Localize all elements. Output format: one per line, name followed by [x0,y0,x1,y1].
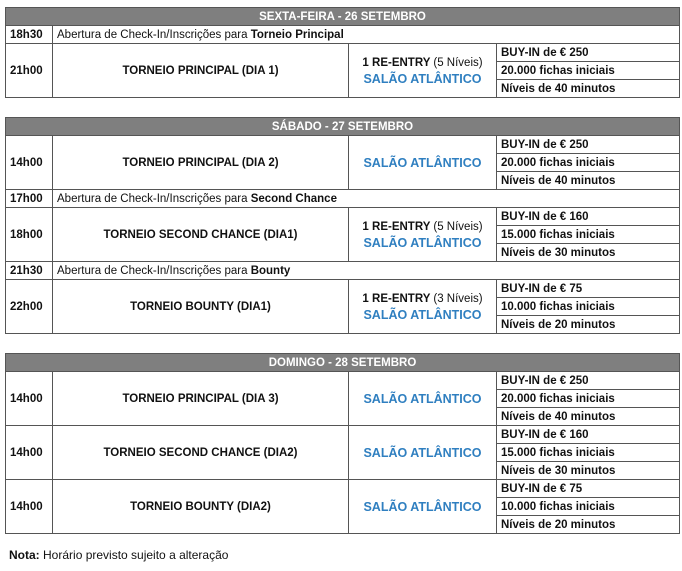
notice-row [6,26,680,44]
notice-text: Abertura de Check-In/Inscrições para Bounty [53,262,680,280]
buyin-label: BUY-IN de € 250 [497,44,680,62]
buyin-label: BUY-IN de € 160 [497,208,680,226]
chips-label: 10.000 fichas iniciais [497,298,680,316]
day-header: SÁBADO - 27 SETEMBRO [6,118,680,136]
notice-text: Abertura de Check-In/Inscrições para Torneio Principal [53,26,680,44]
level-time-label: Níveis de 40 minutos [497,80,680,98]
venue-label: SALÃO ATLÂNTICO [363,235,482,250]
event-row [6,372,680,390]
event-title: TORNEIO PRINCIPAL (DIA 3) [53,372,349,426]
event-title: TORNEIO PRINCIPAL (DIA 1) [53,44,349,98]
event-row [6,480,680,498]
chips-label: 10.000 fichas iniciais [497,498,680,516]
event-time: 14h00 [6,372,53,426]
notice-row [6,262,680,280]
level-time-label: Níveis de 40 minutos [497,408,680,426]
level-time-label: Níveis de 30 minutos [497,244,680,262]
venue-label: SALÃO ATLÂNTICO [363,307,482,322]
footnote [9,548,228,562]
event-time: 22h00 [6,280,53,334]
notice-row [6,190,680,208]
event-venue-cell [349,426,497,480]
venue-label: SALÃO ATLÂNTICO [363,499,482,514]
event-title: TORNEIO SECOND CHANCE (DIA2) [53,426,349,480]
event-time: 14h00 [6,426,53,480]
level-time-label: Níveis de 20 minutos [497,516,680,534]
chips-label: 20.000 fichas iniciais [497,390,680,408]
sunday-schedule [5,353,680,534]
event-title: TORNEIO BOUNTY (DIA2) [53,480,349,534]
footnote-text: Horário previsto sujeito a alteração [43,548,229,562]
reentry-label: 1 RE-ENTRY (5 Níveis) [362,56,483,69]
day-header: DOMINGO - 28 SETEMBRO [6,354,680,372]
chips-label: 15.000 fichas iniciais [497,444,680,462]
event-time: 14h00 [6,480,53,534]
buyin-label: BUY-IN de € 250 [497,372,680,390]
buyin-label: BUY-IN de € 160 [497,426,680,444]
notice-time: 21h30 [6,262,53,280]
event-row [6,280,680,298]
event-row [6,44,680,62]
notice-time: 17h00 [6,190,53,208]
venue-label: SALÃO ATLÂNTICO [363,71,482,86]
event-row [6,426,680,444]
venue-label: SALÃO ATLÂNTICO [363,445,482,460]
level-time-label: Níveis de 30 minutos [497,462,680,480]
chips-label: 20.000 fichas iniciais [497,62,680,80]
friday-schedule [5,7,680,98]
reentry-label: 1 RE-ENTRY (5 Níveis) [362,220,483,233]
notice-time: 18h30 [6,26,53,44]
event-venue-cell [349,208,497,262]
event-venue-cell [349,372,497,426]
event-venue-cell [349,136,497,190]
event-title: TORNEIO BOUNTY (DIA1) [53,280,349,334]
buyin-label: BUY-IN de € 75 [497,280,680,298]
reentry-label: 1 RE-ENTRY (3 Níveis) [362,292,483,305]
event-time: 21h00 [6,44,53,98]
event-row [6,136,680,154]
event-title: TORNEIO SECOND CHANCE (DIA1) [53,208,349,262]
event-venue-cell [349,480,497,534]
day-header: SEXTA-FEIRA - 26 SETEMBRO [6,8,680,26]
chips-label: 15.000 fichas iniciais [497,226,680,244]
buyin-label: BUY-IN de € 250 [497,136,680,154]
venue-label: SALÃO ATLÂNTICO [363,391,482,406]
event-venue-cell [349,280,497,334]
event-time: 14h00 [6,136,53,190]
notice-text: Abertura de Check-In/Inscrições para Second Chance [53,190,680,208]
event-title: TORNEIO PRINCIPAL (DIA 2) [53,136,349,190]
buyin-label: BUY-IN de € 75 [497,480,680,498]
event-time: 18h00 [6,208,53,262]
level-time-label: Níveis de 40 minutos [497,172,680,190]
saturday-schedule [5,117,680,334]
footnote-label: Nota: [9,548,40,562]
venue-label: SALÃO ATLÂNTICO [363,155,482,170]
event-row [6,208,680,226]
event-venue-cell [349,44,497,98]
level-time-label: Níveis de 20 minutos [497,316,680,334]
chips-label: 20.000 fichas iniciais [497,154,680,172]
